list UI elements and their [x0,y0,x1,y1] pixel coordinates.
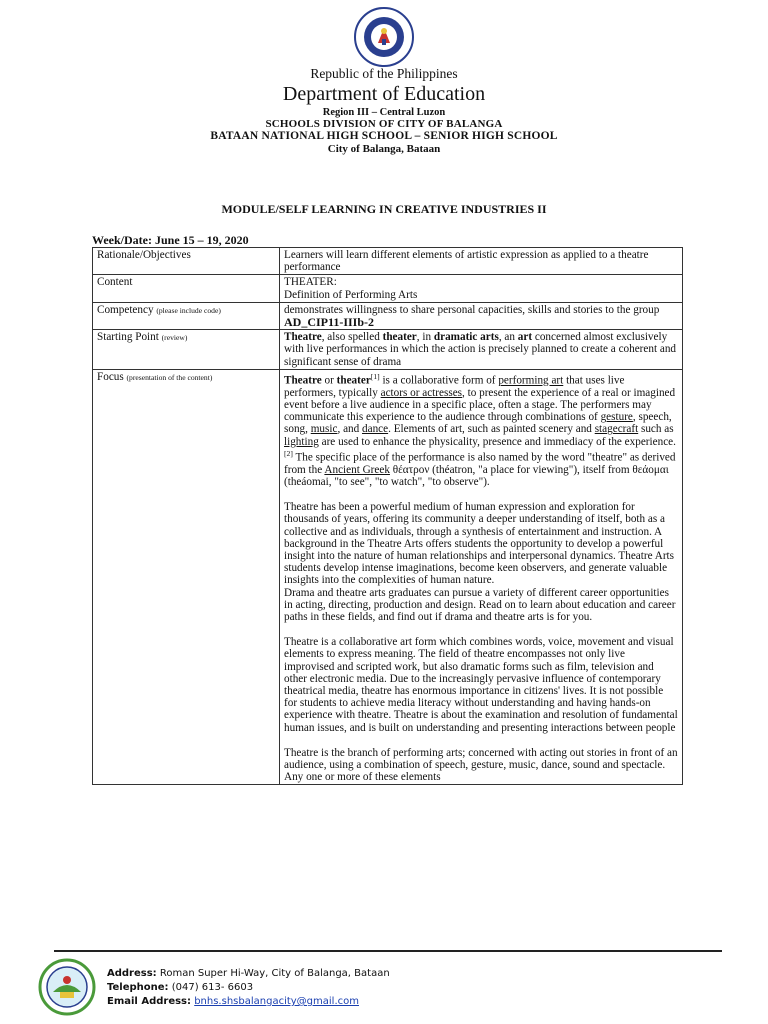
table-row [93,302,683,329]
table-row [93,248,683,275]
bold-term: art [517,331,533,344]
text-run: such as [638,423,674,436]
starting-label: Starting Point [97,331,159,344]
week-date: Week/Date: June 15 – 19, 2020 [92,233,249,247]
competency-note: (please include code) [156,305,221,315]
focus-note: (presentation of the content) [126,372,213,382]
telephone-label: Telephone: [107,982,169,993]
footer-telephone [107,981,390,995]
link-performing-art[interactable]: performing art [498,374,564,387]
competency-label-cell [93,302,280,329]
footer-address [107,967,390,981]
focus-paragraph-4: Theatre is a collaborative art form which combines words, voice, movement and visual elements to express meaning. The field of theatre encompasses not only live improvised and scripted work, but also dramatic forms such as film, television and other electronic media. Due to the increasingly pervasive influence of contemporary theatrical media, theatre has enormous importance in citizens' lives. It is not possible for students to achieve media literacy without understanding and having hands-on experience with theatre. Theatre is about the examination and resolution of fundamental human issues, and is built on understanding and presenting interactions between people [284,636,678,734]
focus-label-cell [93,369,280,785]
school-logo-icon [38,958,96,1016]
starting-note: (review) [161,333,188,343]
link-stagecraft[interactable]: stagecraft [594,423,639,436]
focus-paragraph-5: Theatre is the branch of performing arts; concerned with acting out stories in front of an audience, using a combination of speech, gesture, music, dance, sound and spectacle. Any one or more of these elements [284,746,678,784]
starting-value [280,330,683,370]
focus-paragraph-2: Theatre has been a powerful medium of human expression and exploration for thousands of years, offering its community a deeper understanding of itself, both as a collective and as individuals, through a synthesis of entertainment and instruction. A background in the Theatre Arts offers students the opportunity to develop a powerful insight into the nature of human relationships and interpersonal dynamics. Theatre Arts students develop intense imaginations, become keen observers, and generate valuable insights into the complexities of human nature. [284,501,675,587]
competency-code: AD_CIP11-IIIb-2 [284,315,375,330]
link-dance[interactable]: dance [362,423,389,436]
competency-value: demonstrates willingness to share personal capacities, skills and stories to the group [284,303,660,316]
table-row [93,330,683,370]
rationale-value: Learners will learn different elements of artistic expression as applied to a theatre performance [280,248,683,275]
bold-term: Theatre [284,374,322,387]
module-title: MODULE/SELF LEARNING IN CREATIVE INDUSTRIES II [221,202,547,216]
link-gesture[interactable]: gesture [600,411,633,424]
content-label: Content [93,275,280,302]
content-value [280,275,683,302]
text-run: . Elements of art, such as painted scenery and [388,423,595,436]
deped-seal-icon [349,6,419,68]
text-run: concerned almost exclusively with live performances in which the action is precisely planned to create a coherent and significant sense of drama [284,331,677,368]
bold-term: theater [336,374,371,387]
table-row [93,275,683,302]
text-run: , and [337,423,363,436]
text-run: , also spelled [321,331,383,344]
bold-term: Theatre [284,331,322,344]
footnote-ref[interactable]: [1] [370,371,380,381]
division-line: SCHOOLS DIVISION OF CITY OF BALANGA [265,118,503,130]
competency-label: Competency [97,303,154,316]
school-line: BATAAN NATIONAL HIGH SCHOOL – SENIOR HIGH SCHOOL [210,130,558,142]
bold-term: theater [382,331,417,344]
address-label: Address: [107,968,157,979]
text-run: , to present the experience of a real or imagined event before a live audience in a specific place, often a stage. The performers may communicate this experience to the audience through combinations of [284,386,676,424]
module-table [92,247,683,785]
text-run: are used to enhance the physicality, presence and immediacy of the experience. [318,435,676,448]
republic-line: Republic of the Philippines [310,66,458,81]
link-lighting[interactable]: lighting [284,435,319,448]
focus-value [280,369,683,785]
footer-email [107,995,390,1009]
email-label: Email Address: [107,996,192,1007]
focus-label: Focus [97,370,124,383]
address-value: Roman Super Hi-Way, City of Balanga, Bataan [156,968,390,979]
department-title: Department of Education [282,83,486,105]
footer-divider [54,950,722,952]
text-run: θέατρον (théatron, "a place for viewing"), itself from θεάομαι (theáomai, "to see", "to watch", "to observe"). [284,463,669,488]
link-music[interactable]: music [310,423,338,436]
competency-value-cell [280,302,683,329]
footnote-ref[interactable]: [2] [284,448,293,458]
content-line: THEATER: [284,276,337,289]
focus-paragraph-1 [284,371,678,488]
bold-term: dramatic arts [433,331,499,344]
telephone-value: (047) 613- 6603 [168,982,254,993]
text-run: , speech, song, [284,411,672,436]
content-line: Definition of Performing Arts [284,288,418,301]
city-line: City of Balanga, Bataan [327,143,441,155]
footer-contact [107,967,390,1009]
text-run: , in [416,331,434,344]
starting-label-cell [93,330,280,370]
link-ancient-greek[interactable]: Ancient Greek [324,463,390,476]
rationale-label: Rationale/Objectives [93,248,280,275]
text-run: is a collaborative form of [379,374,499,387]
table-row [93,369,683,785]
region-line: Region III – Central Luzon [322,107,446,118]
text-run: that uses live performers, typically [284,374,625,399]
link-actors[interactable]: actors or actresses [380,386,463,399]
email-link[interactable]: bnhs.shsbalangacity@gmail.com [194,996,359,1007]
text-run: or [321,374,337,387]
text-run: , an [498,331,518,344]
focus-paragraph-3: Drama and theatre arts graduates can pursue a variety of different career opportunities in acting, directing, production and design. Read on to learn about education and career paths in these fields, and find out if drama and theatre arts is for you. [284,586,676,623]
text-run: The specific place of the performance is also named by the word "theatre" as derived from the [284,451,676,476]
